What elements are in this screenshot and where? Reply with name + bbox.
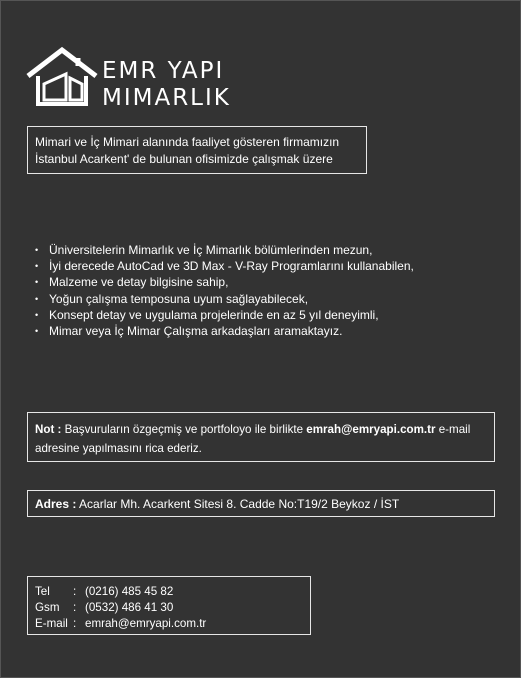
contact-phone[interactable]: (0216) 485 45 82	[85, 585, 174, 598]
contact-row-gsm	[35, 600, 303, 616]
address-value: Acarlar Mh. Acarkent Sitesi 8. Cadde No:T19/2 Beykoz / İST	[76, 497, 400, 511]
logo-line1: EMR YAPI	[102, 58, 225, 84]
company-logo	[26, 44, 231, 111]
list-item: • Yoğun çalışma temposuna uyum sağlayabilecek,	[35, 291, 414, 307]
note-label: Not :	[35, 423, 62, 436]
note-text-before: Başvuruların özgeçmiş ve portfoloyo ile birlikte	[61, 423, 307, 436]
note-text-after: e-mail adresine yapılmasını rica ederiz.	[35, 423, 471, 455]
list-item: • Malzeme ve detay bilgisine sahip,	[35, 274, 414, 290]
contact-sep: :	[73, 585, 77, 598]
logo-line2: MIMARLIK	[102, 85, 231, 111]
contact-row-email	[35, 616, 303, 632]
intro-box	[27, 126, 367, 174]
address-label: Adres :	[35, 497, 77, 511]
contact-email[interactable]: emrah@emryapi.com.tr	[85, 617, 207, 630]
list-item: • Konsept detay ve uygulama projelerinde en az 5 yıl deneyimli,	[35, 307, 414, 323]
note-box	[27, 412, 495, 462]
list-item: • Üniversitelerin Mimarlık ve İç Mimarlık bölümlerinden mezun,	[35, 242, 414, 258]
requirements-list	[35, 242, 414, 339]
list-item: • Mimar veya İç Mimar Çalışma arkadaşları aramaktayız.	[35, 323, 414, 339]
address-box	[27, 490, 495, 517]
intro-line-1: Mimari ve İç Mimari alanında faaliyet gösteren firmamızın	[35, 135, 340, 149]
contact-key: Tel	[35, 585, 50, 598]
house-icon	[26, 44, 231, 111]
contact-row-tel	[35, 584, 303, 600]
contact-key: E-mail	[35, 617, 68, 630]
contact-box	[27, 576, 311, 635]
contact-mobile[interactable]: (0532) 486 41 30	[85, 601, 174, 614]
intro-line-2: İstanbul Acarkent' de bulunan ofisimizde çalışmak üzere	[35, 152, 333, 166]
contact-sep: :	[73, 601, 77, 614]
note-email[interactable]: emrah@emryapi.com.tr	[306, 423, 436, 436]
list-item: • İyi derecede AutoCad ve 3D Max - V-Ray Programlarını kullanabilen,	[35, 258, 414, 274]
contact-sep: :	[73, 617, 77, 630]
contact-key: Gsm	[35, 601, 60, 614]
